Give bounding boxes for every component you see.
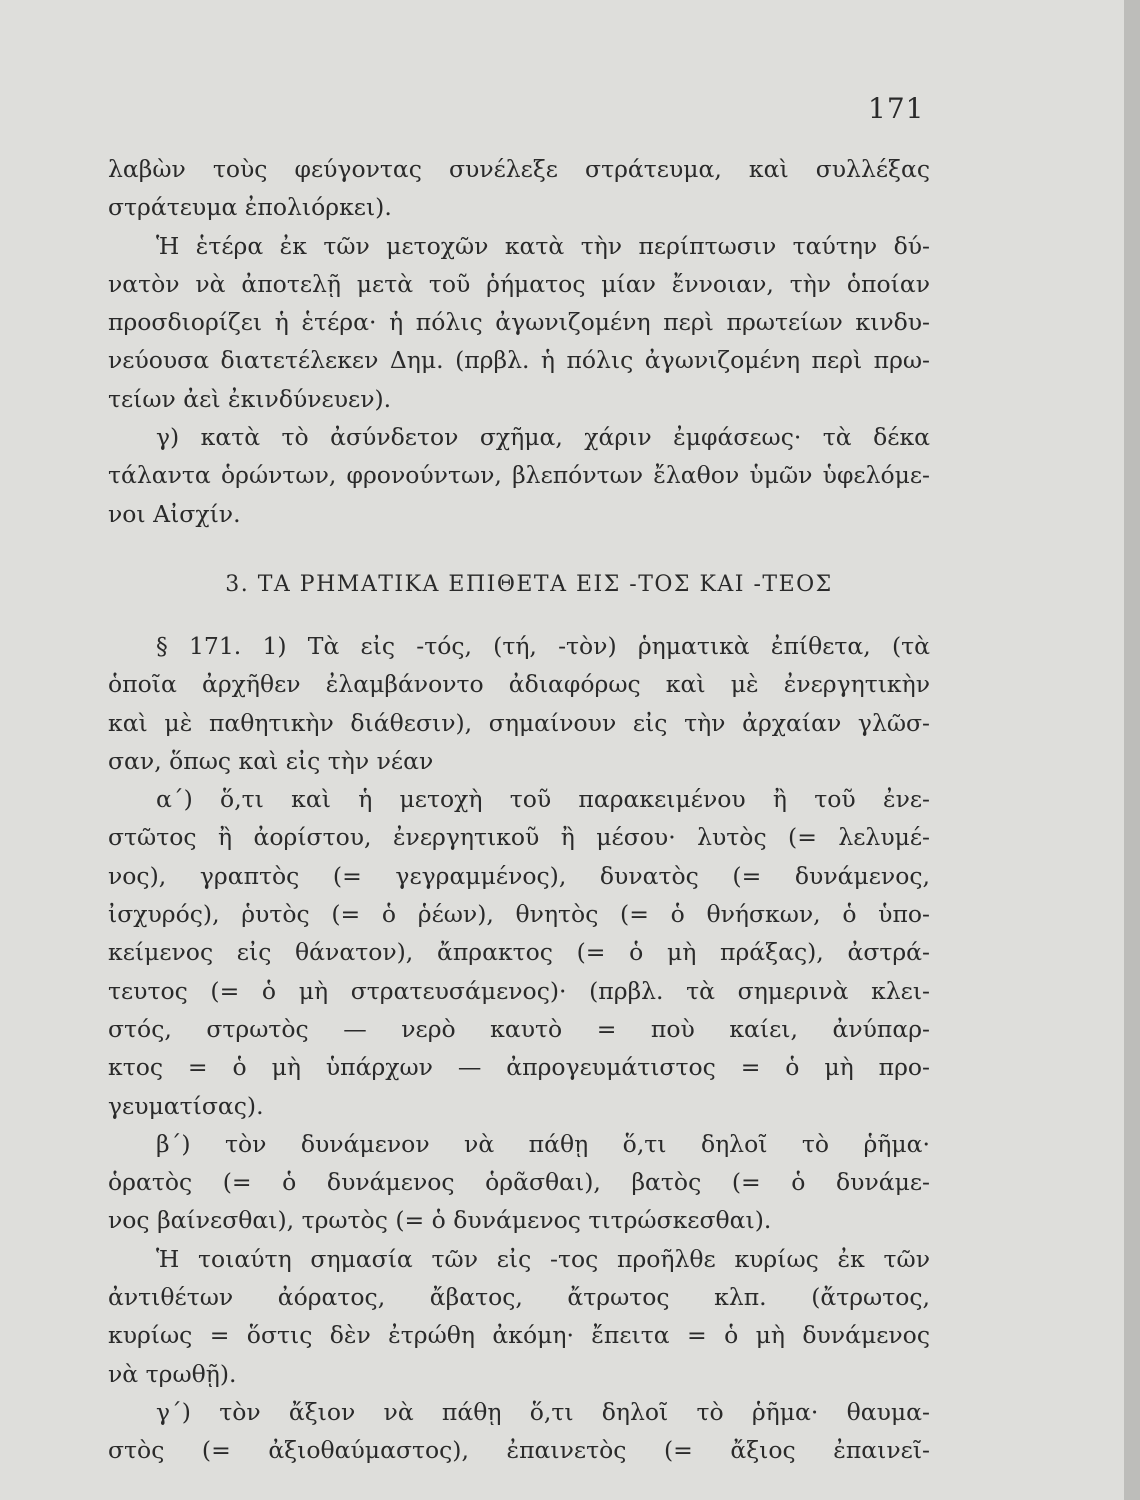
text-line: τευτος (= ὁ μὴ στρατευσάμενος)· (πρβλ. τὰ σημερινὰ κλει- [108,976,930,1005]
page-number: 171 [868,92,925,125]
text-line: α΄) ὅ,τι καὶ ἡ μετοχὴ τοῦ παρακειμένου ἢ τοῦ ἐνε- [156,785,930,814]
text-line: λαβὼν τοὺς φεύγοντας συνέλεξε στράτευμα, καὶ συλλέξας [108,155,930,183]
text-line: τείων ἀεὶ ἐκινδύνευεν). [108,384,392,413]
text-line: νος βαίνεσθαι), τρωτὸς (= ὁ δυνάμενος τιτρώσκεσθαι). [108,1206,772,1235]
text-line: στός, στρωτὸς — νερὸ καυτὸ = ποὺ καίει, ἀνύπαρ- [108,1014,930,1043]
text-line: στράτευμα ἐπολιόρκει). [108,193,392,222]
text-line: γευματίσας). [108,1091,264,1120]
page-text [108,150,930,1470]
text-line: προσδιορίζει ἡ ἑτέρα· ἡ πόλις ἀγωνιζομένη περὶ πρωτείων κινδυ- [108,308,930,337]
text-line: στὸς (= ἀξιοθαύμαστος), ἐπαινετὸς (= ἄξιος ἐπαινεῖ- [108,1436,930,1465]
page-edge [1124,0,1140,1500]
text-line: γ) κατὰ τὸ ἀσύνδετον σχῆμα, χάριν ἐμφάσεως· τὰ δέκα [156,423,930,452]
text-line: § 171. 1) Τὰ εἰς -τός, (τή, -τὸν) ῥηματικὰ ἐπίθετα, (τὰ [156,631,930,660]
section-heading: 3. ΤΑ ΡΗΜΑΤΙΚΑ ΕΠΙΘΕΤΑ ΕΙΣ -ΤΟΣ ΚΑΙ -ΤΕΟΣ [225,571,833,597]
text-line: στῶτος ἢ ἀορίστου, ἐνεργητικοῦ ἢ μέσου· λυτὸς (= λελυμέ- [108,823,930,852]
text-line: καὶ μὲ παθητικὴν διάθεσιν), σημαίνουν εἰς τὴν ἀρχαίαν γλῶσ- [108,708,930,737]
text-line: ὁποῖα ἀρχῆθεν ἐλαμβάνοντο ἀδιαφόρως καὶ μὲ ἐνεργητικὴν [108,670,930,699]
text-line: νος), γραπτὸς (= γεγραμμένος), δυνατὸς (= δυνάμενος, [108,861,930,890]
text-line: ἀντιθέτων ἀόρατος, ἄβατος, ἄτρωτος κλπ. (ἄτρωτος, [108,1283,930,1312]
text-line: β΄) τὸν δυνάμενον νὰ πάθῃ ὅ,τι δηλοῖ τὸ ῥῆμα· [156,1129,930,1158]
text-line: Ἡ τοιαύτη σημασία τῶν εἰς -τος προῆλθε κυρίως ἐκ τῶν [156,1244,930,1273]
text-line: κυρίως = ὅστις δὲν ἐτρώθη ἀκόμη· ἔπειτα = ὁ μὴ δυνάμενος [108,1321,930,1350]
text-line: νατὸν νὰ ἀποτελῇ μετὰ τοῦ ῥήματος μίαν ἔννοιαν, τὴν ὁποίαν [108,269,930,298]
text-line: νοι Αἰσχίν. [108,499,241,528]
text-line: ὁρατὸς (= ὁ δυνάμενος ὁρᾶσθαι), βατὸς (= ὁ δυνάμε- [108,1168,930,1197]
text-line: νὰ τρωθῇ). [108,1359,237,1388]
text-line: κτος = ὁ μὴ ὑπάρχων — ἀπρογευμάτιστος = ὁ μὴ προ- [108,1053,930,1082]
text-line: τάλαντα ὁρώντων, φρονούντων, βλεπόντων ἔλαθον ὑμῶν ὑφελόμε- [108,461,930,490]
text-line: γ΄) τὸν ἄξιον νὰ πάθῃ ὅ,τι δηλοῖ τὸ ῥῆμα· θαυμα- [156,1397,930,1426]
text-line: κείμενος εἰς θάνατον), ἄπρακτος (= ὁ μὴ πράξας), ἀστρά- [108,938,930,967]
text-line: Ἡ ἑτέρα ἐκ τῶν μετοχῶν κατὰ τὴν περίπτωσιν ταύτην δύ- [156,231,930,260]
text-line: σαν, ὅπως καὶ εἰς τὴν νέαν [108,746,434,775]
text-line: ἰσχυρός), ῥυτὸς (= ὁ ῥέων), θνητὸς (= ὁ θνήσκων, ὁ ὑπο- [108,900,930,929]
text-line: νεύουσα διατετέλεκεν Δημ. (πρβλ. ἡ πόλις ἀγωνιζομένη περὶ πρω- [108,346,930,375]
